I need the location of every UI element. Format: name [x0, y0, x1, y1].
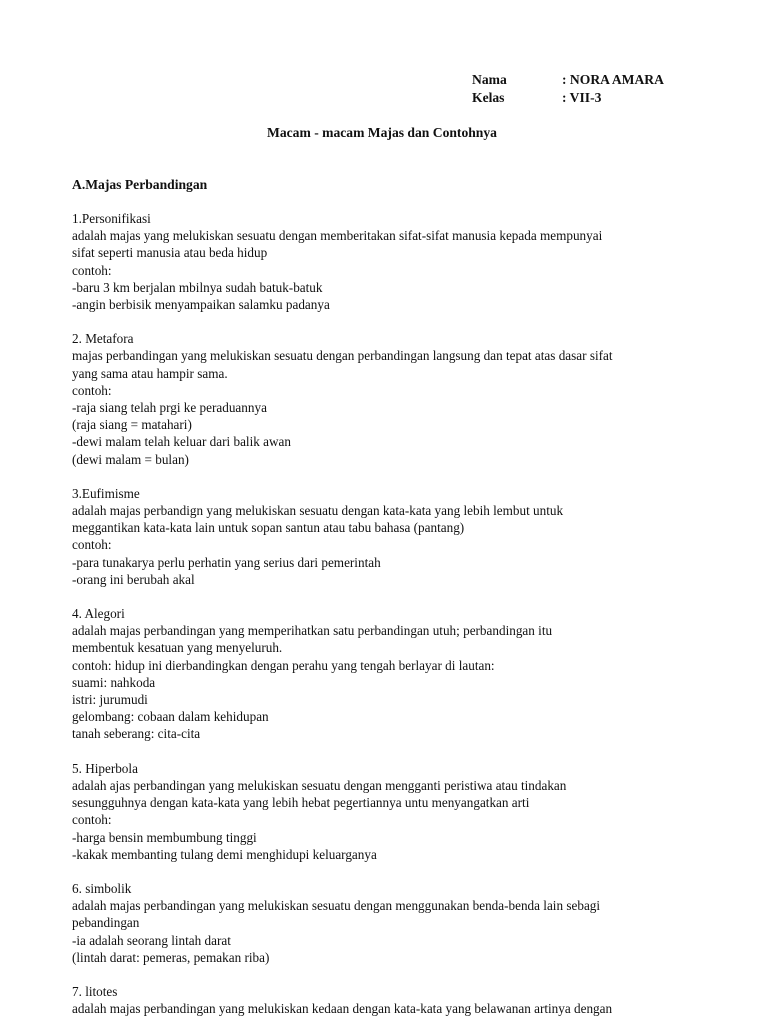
class-value: : VII-3: [562, 90, 602, 105]
text-line: contoh:: [72, 537, 112, 553]
majas-section: [72, 880, 712, 966]
class-row: [472, 89, 664, 107]
text-line: adalah majas perbandingan yang melukiskan kedaan dengan kata-kata yang belawanan artinya dengan: [72, 1001, 613, 1017]
section-title: 6. simbolik: [72, 880, 132, 896]
section-title: 4. Alegori: [72, 606, 125, 622]
text-line: adalah majas perbandingan yang memperihatkan satu perbandingan utuh; perbandingan itu: [72, 623, 553, 639]
text-line: sifat seperti manusia atau beda hidup: [72, 245, 268, 261]
majas-section: [72, 760, 712, 863]
sections-container: [72, 210, 712, 1017]
text-line: -kakak membanting tulang demi menghidupi keluarganya: [72, 846, 377, 862]
name-value: : NORA AMARA: [562, 72, 664, 87]
text-line: meggantikan kata-kata lain untuk sopan santun atau tabu bahasa (pantang): [72, 520, 465, 536]
section-title: 3.Eufimisme: [72, 485, 140, 501]
text-line: -para tunakarya perlu perhatin yang serius dari pemerintah: [72, 554, 381, 570]
section-heading: A.Majas Perbandingan: [72, 177, 208, 192]
class-label: Kelas: [472, 90, 505, 105]
text-line: -harga bensin membumbung tinggi: [72, 829, 257, 845]
text-line: tanah seberang: cita-cita: [72, 726, 201, 742]
page-title: [0, 124, 768, 141]
text-line: membentuk kesatuan yang menyeluruh.: [72, 640, 283, 656]
text-line: -raja siang telah prgi ke peraduannya: [72, 400, 267, 416]
text-line: adalah majas yang melukiskan sesuatu dengan memberitakan sifat-sifat manusia kepada mempunyai: [72, 228, 603, 244]
text-line: yang sama atau hampir sama.: [72, 365, 228, 381]
majas-section: [72, 605, 712, 743]
text-line: istri: jurumudi: [72, 692, 148, 708]
text-line: contoh:: [72, 812, 112, 828]
majas-section: [72, 485, 712, 588]
text-line: contoh:: [72, 382, 112, 398]
text-line: adalah ajas perbandingan yang melukiskan sesuatu dengan mengganti peristiwa atau tindakan: [72, 777, 567, 793]
text-line: -angin berbisik menyampaikan salamku padanya: [72, 297, 330, 313]
majas-section: [72, 983, 712, 1017]
text-line: (raja siang = matahari): [72, 417, 192, 433]
majas-section: [72, 330, 712, 468]
text-line: contoh:: [72, 262, 112, 278]
section-title: 5. Hiperbola: [72, 760, 138, 776]
text-line: adalah majas perbandingan yang melukiskan sesuatu dengan menggunakan benda-benda lain sebagi: [72, 898, 601, 914]
text-line: sesungguhnya dengan kata-kata yang lebih hebat pegertiannya untu menyangatkan arti: [72, 795, 530, 811]
text-line: (dewi malam = bulan): [72, 451, 189, 467]
name-row: [472, 71, 664, 89]
text-line: pebandingan: [72, 915, 140, 931]
text-line: suami: nahkoda: [72, 674, 156, 690]
text-line: -dewi malam telah keluar dari balik awan: [72, 434, 291, 450]
student-info: [472, 71, 664, 107]
text-line: -baru 3 km berjalan mbilnya sudah batuk-batuk: [72, 279, 323, 295]
document-body: [72, 176, 712, 1034]
section-title: 2. Metafora: [72, 331, 134, 347]
text-line: -orang ini berubah akal: [72, 571, 195, 587]
name-label: Nama: [472, 72, 507, 87]
majas-section: [72, 210, 712, 313]
text-line: majas perbandingan yang melukiskan sesuatu dengan perbandingan langsung dan tepat atas dasar sifat: [72, 348, 613, 364]
section-title: 7. litotes: [72, 983, 118, 999]
text-line: adalah majas perbandign yang melukiskan sesuatu dengan kata-kata yang lebih lembut untuk: [72, 503, 564, 519]
text-line: (lintah darat: pemeras, pemakan riba): [72, 949, 270, 965]
text-line: -ia adalah seorang lintah darat: [72, 932, 231, 948]
page-title-text: Macam - macam Majas dan Contohnya: [267, 125, 497, 140]
text-line: contoh: hidup ini dierbandingkan dengan perahu yang tengah berlayar di lautan:: [72, 657, 495, 673]
section-title: 1.Personifikasi: [72, 211, 151, 226]
text-line: gelombang: cobaan dalam kehidupan: [72, 709, 269, 725]
